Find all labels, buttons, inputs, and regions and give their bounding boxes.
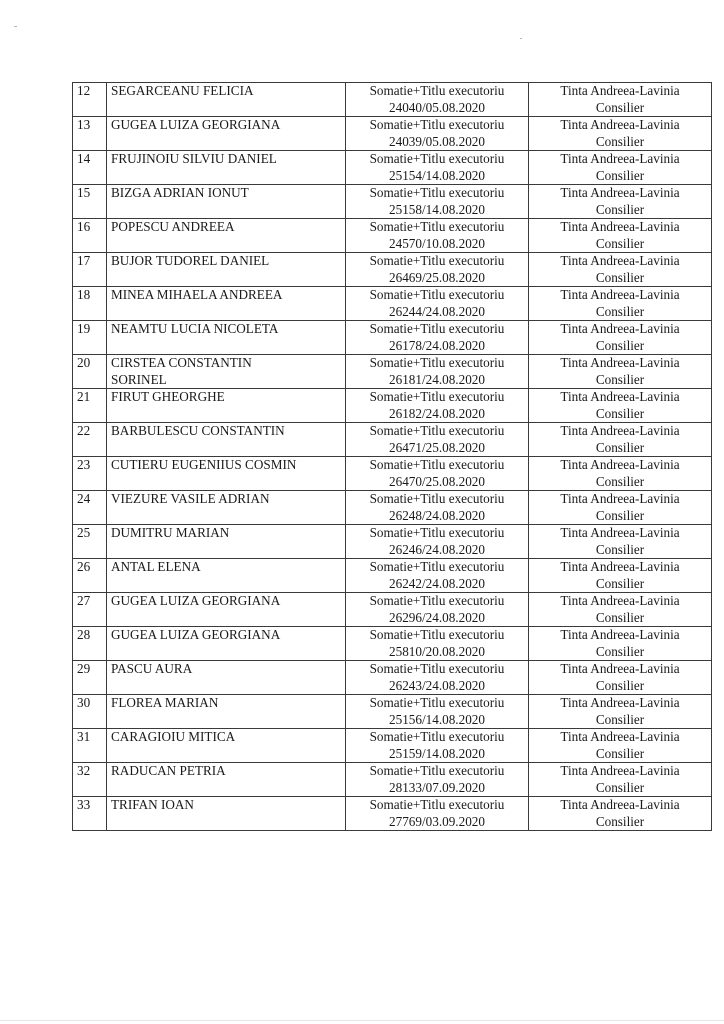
officer-name: Tinta Andreea-Lavinia bbox=[560, 797, 680, 812]
document-reference: 24040/05.08.2020 bbox=[389, 99, 485, 115]
taxpayer-name: SEGARCEANU FELICIA bbox=[111, 83, 254, 98]
taxpayer-name-cell bbox=[107, 321, 346, 355]
table-row bbox=[73, 219, 712, 253]
taxpayer-name: FRUJINOIU SILVIU DANIEL bbox=[111, 151, 277, 166]
row-number: 17 bbox=[77, 253, 91, 268]
row-number-cell bbox=[73, 491, 107, 525]
officer-role: Consilier bbox=[595, 541, 645, 557]
document-reference: 25154/14.08.2020 bbox=[389, 167, 485, 183]
officer-role: Consilier bbox=[595, 575, 645, 591]
scan-artifact bbox=[14, 26, 17, 27]
responsible-officer-cell bbox=[529, 797, 712, 831]
officer-role: Consilier bbox=[595, 337, 645, 353]
taxpayer-name-cell bbox=[107, 695, 346, 729]
row-number-cell bbox=[73, 83, 107, 117]
officer-name: Tinta Andreea-Lavinia bbox=[560, 219, 680, 234]
row-number: 33 bbox=[77, 797, 91, 812]
document-reference: 26244/24.08.2020 bbox=[389, 303, 485, 319]
row-number: 23 bbox=[77, 457, 91, 472]
row-number-cell bbox=[73, 695, 107, 729]
document-cell bbox=[346, 287, 529, 321]
officer-name: Tinta Andreea-Lavinia bbox=[560, 559, 680, 574]
notices-table-body bbox=[73, 83, 712, 831]
officer-role: Consilier bbox=[595, 201, 645, 217]
document-cell bbox=[346, 321, 529, 355]
document-type: Somatie+Titlu executoriu bbox=[369, 695, 505, 710]
document-cell bbox=[346, 117, 529, 151]
taxpayer-name-cell bbox=[107, 525, 346, 559]
document-type: Somatie+Titlu executoriu bbox=[369, 151, 505, 166]
table-row bbox=[73, 253, 712, 287]
table-row bbox=[73, 627, 712, 661]
document-type: Somatie+Titlu executoriu bbox=[369, 593, 505, 608]
officer-name: Tinta Andreea-Lavinia bbox=[560, 185, 680, 200]
officer-name: Tinta Andreea-Lavinia bbox=[560, 763, 680, 778]
document-reference: 27769/03.09.2020 bbox=[389, 813, 485, 829]
document-type: Somatie+Titlu executoriu bbox=[369, 321, 505, 336]
document-type: Somatie+Titlu executoriu bbox=[369, 627, 505, 642]
row-number-cell bbox=[73, 219, 107, 253]
responsible-officer-cell bbox=[529, 389, 712, 423]
responsible-officer-cell bbox=[529, 287, 712, 321]
document-type: Somatie+Titlu executoriu bbox=[369, 355, 505, 370]
row-number: 20 bbox=[77, 355, 91, 370]
row-number: 29 bbox=[77, 661, 91, 676]
officer-role: Consilier bbox=[595, 609, 645, 625]
row-number-cell bbox=[73, 117, 107, 151]
officer-role: Consilier bbox=[595, 813, 645, 829]
responsible-officer-cell bbox=[529, 525, 712, 559]
taxpayer-name-cell bbox=[107, 593, 346, 627]
row-number: 26 bbox=[77, 559, 91, 574]
row-number-cell bbox=[73, 525, 107, 559]
document-reference: 26242/24.08.2020 bbox=[389, 575, 485, 591]
row-number-cell bbox=[73, 559, 107, 593]
taxpayer-name: CARAGIOIU MITICA bbox=[111, 729, 236, 744]
officer-role: Consilier bbox=[595, 303, 645, 319]
taxpayer-name: VIEZURE VASILE ADRIAN bbox=[111, 491, 270, 506]
document-reference: 26470/25.08.2020 bbox=[389, 473, 485, 489]
document-reference: 26296/24.08.2020 bbox=[389, 609, 485, 625]
row-number: 14 bbox=[77, 151, 91, 166]
document-cell bbox=[346, 83, 529, 117]
document-reference: 28133/07.09.2020 bbox=[389, 779, 485, 795]
document-type: Somatie+Titlu executoriu bbox=[369, 423, 505, 438]
document-type: Somatie+Titlu executoriu bbox=[369, 287, 505, 302]
document-cell bbox=[346, 355, 529, 389]
document-reference: 26178/24.08.2020 bbox=[389, 337, 485, 353]
row-number-cell bbox=[73, 423, 107, 457]
officer-name: Tinta Andreea-Lavinia bbox=[560, 321, 680, 336]
taxpayer-name-cell bbox=[107, 627, 346, 661]
row-number-cell bbox=[73, 355, 107, 389]
row-number-cell bbox=[73, 253, 107, 287]
officer-role: Consilier bbox=[595, 269, 645, 285]
taxpayer-name-cell bbox=[107, 219, 346, 253]
responsible-officer-cell bbox=[529, 457, 712, 491]
taxpayer-name: BARBULESCU CONSTANTIN bbox=[111, 423, 285, 438]
officer-name: Tinta Andreea-Lavinia bbox=[560, 627, 680, 642]
officer-role: Consilier bbox=[595, 711, 645, 727]
responsible-officer-cell bbox=[529, 83, 712, 117]
row-number-cell bbox=[73, 151, 107, 185]
document-reference: 26243/24.08.2020 bbox=[389, 677, 485, 693]
document-type: Somatie+Titlu executoriu bbox=[369, 117, 505, 132]
taxpayer-name-cell bbox=[107, 355, 346, 389]
taxpayer-name: PASCU AURA bbox=[111, 661, 193, 676]
taxpayer-name: FIRUT GHEORGHE bbox=[111, 389, 225, 404]
table-row bbox=[73, 661, 712, 695]
document-cell bbox=[346, 457, 529, 491]
officer-role: Consilier bbox=[595, 439, 645, 455]
taxpayer-name: GUGEA LUIZA GEORGIANA bbox=[111, 627, 281, 642]
table-row bbox=[73, 185, 712, 219]
table-row bbox=[73, 389, 712, 423]
document-reference: 25810/20.08.2020 bbox=[389, 643, 485, 659]
document-cell bbox=[346, 151, 529, 185]
responsible-officer-cell bbox=[529, 185, 712, 219]
document-reference: 26181/24.08.2020 bbox=[389, 371, 485, 387]
officer-name: Tinta Andreea-Lavinia bbox=[560, 389, 680, 404]
scan-edge bbox=[0, 1020, 724, 1021]
document-type: Somatie+Titlu executoriu bbox=[369, 219, 505, 234]
row-number-cell bbox=[73, 729, 107, 763]
table-row bbox=[73, 355, 712, 389]
taxpayer-name-cell bbox=[107, 253, 346, 287]
table-row bbox=[73, 491, 712, 525]
document-type: Somatie+Titlu executoriu bbox=[369, 185, 505, 200]
document-cell bbox=[346, 797, 529, 831]
document-type: Somatie+Titlu executoriu bbox=[369, 559, 505, 574]
row-number: 16 bbox=[77, 219, 91, 234]
responsible-officer-cell bbox=[529, 559, 712, 593]
row-number-cell bbox=[73, 797, 107, 831]
taxpayer-name: ANTAL ELENA bbox=[111, 559, 201, 574]
taxpayer-name: CIRSTEA CONSTANTIN bbox=[111, 355, 252, 370]
officer-role: Consilier bbox=[595, 371, 645, 387]
taxpayer-name: BUJOR TUDOREL DANIEL bbox=[111, 253, 270, 268]
document-reference: 25159/14.08.2020 bbox=[389, 745, 485, 761]
document-type: Somatie+Titlu executoriu bbox=[369, 661, 505, 676]
officer-role: Consilier bbox=[595, 405, 645, 421]
row-number: 13 bbox=[77, 117, 91, 132]
officer-name: Tinta Andreea-Lavinia bbox=[560, 423, 680, 438]
document-cell bbox=[346, 593, 529, 627]
taxpayer-name-continued: SORINEL bbox=[111, 371, 167, 387]
officer-name: Tinta Andreea-Lavinia bbox=[560, 117, 680, 132]
document-cell bbox=[346, 695, 529, 729]
document-cell bbox=[346, 253, 529, 287]
document-cell bbox=[346, 763, 529, 797]
row-number: 21 bbox=[77, 389, 91, 404]
row-number-cell bbox=[73, 321, 107, 355]
table-row bbox=[73, 83, 712, 117]
row-number: 32 bbox=[77, 763, 91, 778]
row-number-cell bbox=[73, 389, 107, 423]
taxpayer-name-cell bbox=[107, 729, 346, 763]
taxpayer-name-cell bbox=[107, 423, 346, 457]
taxpayer-name: GUGEA LUIZA GEORGIANA bbox=[111, 117, 281, 132]
officer-role: Consilier bbox=[595, 133, 645, 149]
responsible-officer-cell bbox=[529, 151, 712, 185]
taxpayer-name-cell bbox=[107, 83, 346, 117]
responsible-officer-cell bbox=[529, 423, 712, 457]
responsible-officer-cell bbox=[529, 627, 712, 661]
table-row bbox=[73, 695, 712, 729]
table-row bbox=[73, 797, 712, 831]
row-number: 12 bbox=[77, 83, 91, 98]
document-type: Somatie+Titlu executoriu bbox=[369, 457, 505, 472]
taxpayer-name-cell bbox=[107, 117, 346, 151]
taxpayer-name-cell bbox=[107, 491, 346, 525]
row-number-cell bbox=[73, 457, 107, 491]
row-number: 31 bbox=[77, 729, 91, 744]
table-row bbox=[73, 423, 712, 457]
document-reference: 26182/24.08.2020 bbox=[389, 405, 485, 421]
officer-role: Consilier bbox=[595, 779, 645, 795]
document-type: Somatie+Titlu executoriu bbox=[369, 525, 505, 540]
responsible-officer-cell bbox=[529, 695, 712, 729]
officer-name: Tinta Andreea-Lavinia bbox=[560, 525, 680, 540]
document-type: Somatie+Titlu executoriu bbox=[369, 491, 505, 506]
officer-name: Tinta Andreea-Lavinia bbox=[560, 151, 680, 166]
table-row bbox=[73, 151, 712, 185]
row-number-cell bbox=[73, 593, 107, 627]
document-cell bbox=[346, 525, 529, 559]
table-row bbox=[73, 117, 712, 151]
officer-role: Consilier bbox=[595, 677, 645, 693]
taxpayer-name-cell bbox=[107, 797, 346, 831]
document-type: Somatie+Titlu executoriu bbox=[369, 763, 505, 778]
document-reference: 25156/14.08.2020 bbox=[389, 711, 485, 727]
document-cell bbox=[346, 627, 529, 661]
scan-artifact bbox=[520, 38, 522, 39]
document-type: Somatie+Titlu executoriu bbox=[369, 797, 505, 812]
row-number: 27 bbox=[77, 593, 91, 608]
officer-role: Consilier bbox=[595, 99, 645, 115]
row-number-cell bbox=[73, 287, 107, 321]
document-reference: 24039/05.08.2020 bbox=[389, 133, 485, 149]
document-cell bbox=[346, 559, 529, 593]
responsible-officer-cell bbox=[529, 729, 712, 763]
document-cell bbox=[346, 729, 529, 763]
row-number: 28 bbox=[77, 627, 91, 642]
officer-name: Tinta Andreea-Lavinia bbox=[560, 287, 680, 302]
row-number: 18 bbox=[77, 287, 91, 302]
row-number-cell bbox=[73, 627, 107, 661]
taxpayer-name-cell bbox=[107, 287, 346, 321]
table-row bbox=[73, 763, 712, 797]
document-type: Somatie+Titlu executoriu bbox=[369, 83, 505, 98]
document-reference: 24570/10.08.2020 bbox=[389, 235, 485, 251]
responsible-officer-cell bbox=[529, 117, 712, 151]
row-number: 15 bbox=[77, 185, 91, 200]
officer-role: Consilier bbox=[595, 643, 645, 659]
document-cell bbox=[346, 219, 529, 253]
officer-role: Consilier bbox=[595, 167, 645, 183]
table-row bbox=[73, 593, 712, 627]
document-reference: 25158/14.08.2020 bbox=[389, 201, 485, 217]
officer-name: Tinta Andreea-Lavinia bbox=[560, 661, 680, 676]
responsible-officer-cell bbox=[529, 593, 712, 627]
taxpayer-name: RADUCAN PETRIA bbox=[111, 763, 226, 778]
officer-name: Tinta Andreea-Lavinia bbox=[560, 491, 680, 506]
officer-name: Tinta Andreea-Lavinia bbox=[560, 695, 680, 710]
document-reference: 26471/25.08.2020 bbox=[389, 439, 485, 455]
document-cell bbox=[346, 661, 529, 695]
responsible-officer-cell bbox=[529, 763, 712, 797]
document-reference: 26246/24.08.2020 bbox=[389, 541, 485, 557]
table-row bbox=[73, 321, 712, 355]
notices-table bbox=[72, 82, 712, 831]
row-number: 22 bbox=[77, 423, 91, 438]
taxpayer-name-cell bbox=[107, 457, 346, 491]
taxpayer-name-cell bbox=[107, 185, 346, 219]
table-row bbox=[73, 457, 712, 491]
taxpayer-name: MINEA MIHAELA ANDREEA bbox=[111, 287, 283, 302]
document-cell bbox=[346, 185, 529, 219]
document-cell bbox=[346, 491, 529, 525]
taxpayer-name: BIZGA ADRIAN IONUT bbox=[111, 185, 249, 200]
taxpayer-name-cell bbox=[107, 151, 346, 185]
responsible-officer-cell bbox=[529, 219, 712, 253]
document-reference: 26469/25.08.2020 bbox=[389, 269, 485, 285]
officer-name: Tinta Andreea-Lavinia bbox=[560, 593, 680, 608]
responsible-officer-cell bbox=[529, 355, 712, 389]
responsible-officer-cell bbox=[529, 491, 712, 525]
officer-role: Consilier bbox=[595, 473, 645, 489]
taxpayer-name: TRIFAN IOAN bbox=[111, 797, 194, 812]
officer-name: Tinta Andreea-Lavinia bbox=[560, 355, 680, 370]
taxpayer-name: FLOREA MARIAN bbox=[111, 695, 219, 710]
officer-name: Tinta Andreea-Lavinia bbox=[560, 253, 680, 268]
row-number: 30 bbox=[77, 695, 91, 710]
officer-role: Consilier bbox=[595, 507, 645, 523]
officer-role: Consilier bbox=[595, 235, 645, 251]
taxpayer-name: GUGEA LUIZA GEORGIANA bbox=[111, 593, 281, 608]
officer-name: Tinta Andreea-Lavinia bbox=[560, 457, 680, 472]
officer-role: Consilier bbox=[595, 745, 645, 761]
table-row bbox=[73, 559, 712, 593]
responsible-officer-cell bbox=[529, 321, 712, 355]
document-cell bbox=[346, 423, 529, 457]
officer-name: Tinta Andreea-Lavinia bbox=[560, 729, 680, 744]
document-cell bbox=[346, 389, 529, 423]
table-row bbox=[73, 287, 712, 321]
taxpayer-name-cell bbox=[107, 559, 346, 593]
table-row bbox=[73, 729, 712, 763]
taxpayer-name-cell bbox=[107, 661, 346, 695]
taxpayer-name-cell bbox=[107, 763, 346, 797]
document-type: Somatie+Titlu executoriu bbox=[369, 253, 505, 268]
taxpayer-name: NEAMTU LUCIA NICOLETA bbox=[111, 321, 279, 336]
officer-name: Tinta Andreea-Lavinia bbox=[560, 83, 680, 98]
row-number: 19 bbox=[77, 321, 91, 336]
taxpayer-name-cell bbox=[107, 389, 346, 423]
document-type: Somatie+Titlu executoriu bbox=[369, 389, 505, 404]
taxpayer-name: DUMITRU MARIAN bbox=[111, 525, 230, 540]
row-number-cell bbox=[73, 661, 107, 695]
taxpayer-name: POPESCU ANDREEA bbox=[111, 219, 235, 234]
responsible-officer-cell bbox=[529, 253, 712, 287]
document-type: Somatie+Titlu executoriu bbox=[369, 729, 505, 744]
table-row bbox=[73, 525, 712, 559]
row-number: 25 bbox=[77, 525, 91, 540]
taxpayer-name: CUTIERU EUGENIIUS COSMIN bbox=[111, 457, 297, 472]
row-number: 24 bbox=[77, 491, 91, 506]
responsible-officer-cell bbox=[529, 661, 712, 695]
row-number-cell bbox=[73, 185, 107, 219]
row-number-cell bbox=[73, 763, 107, 797]
document-reference: 26248/24.08.2020 bbox=[389, 507, 485, 523]
